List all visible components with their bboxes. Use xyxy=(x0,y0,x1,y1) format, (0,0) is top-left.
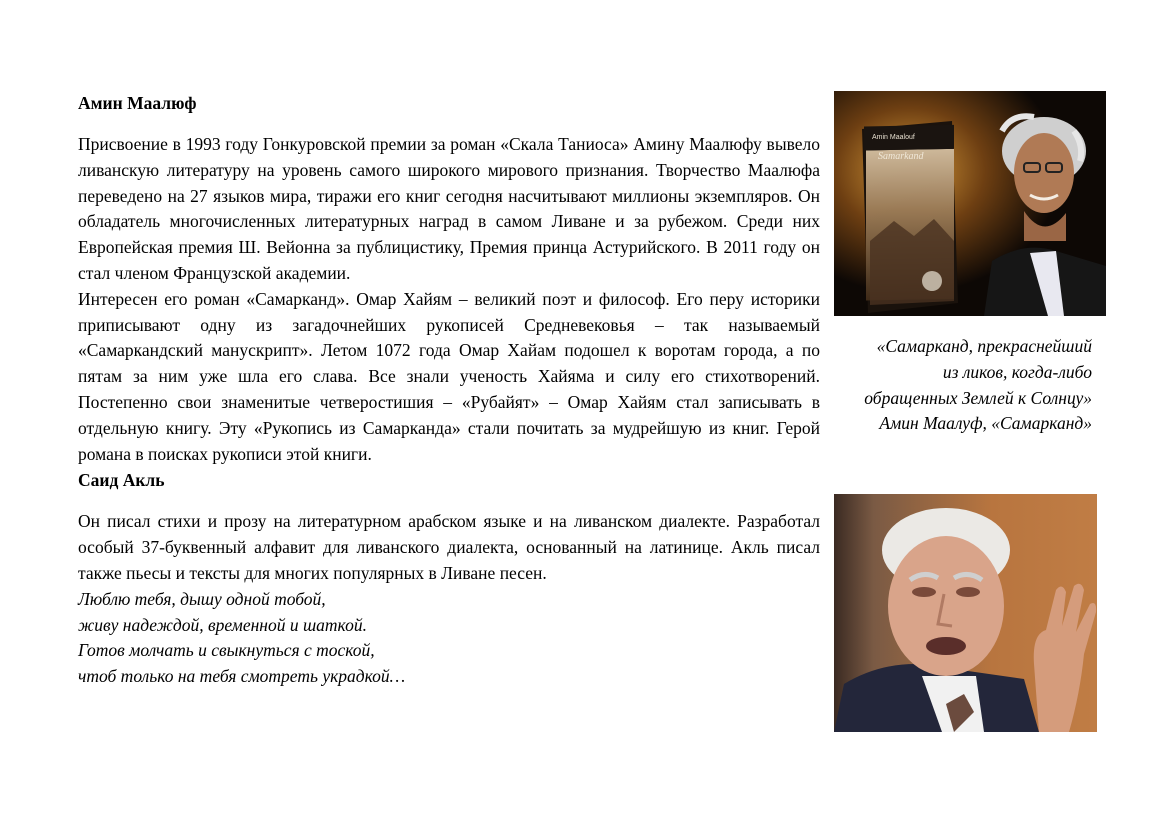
paragraph-maalouf-bio: Присвоение в 1993 году Гонкуровской премии за роман «Скала Таниоса» Амину Маалюфу вывело ливанскую литературу на уровень самого широкого мирового признания. Творчество Маалюфа переведено на 27 языков мира, тиражи его книг сегодня насчитывают миллионы экземпляров. Он обладатель многочисленных литературных наград в самом Ливане и за рубежом. Среди них Европейская премия Ш. Вейонна за публицистику, Премия принца Астурийского. В 2011 году он стал членом Французской академии. xyxy=(78,134,820,283)
poem-line: чтоб только на тебя смотреть украдкой… xyxy=(78,666,406,687)
quote-line: обращенных Землей к Солнцу» xyxy=(864,387,1092,408)
poem-line: живу надеждой, временной и шаткой. xyxy=(78,614,367,635)
quote-line: из ликов, когда-либо xyxy=(942,361,1092,382)
poem-line: Готов молчать и свыкнуться с тоской, xyxy=(78,640,375,661)
quote-line: «Самарканд, прекраснейший xyxy=(876,336,1092,356)
book-title-label: Samarkand xyxy=(878,151,924,162)
paragraph-samarkand: Интересен его роман «Самарканд». Омар Хайям – великий поэт и философ. Его перу историки приписывают одну из загадочнейших рукописей Средневековья – так называемый «Самаркандский манускрипт». Летом 1072 года Омар Хайам подошел к воротам города, а по пятам за ним уже шла его слава. Все знали ученость Хайяма и силу его стихотворений. Постепенно свои знаменитые четверостишия – «Рубайят» – Омар Хайям стал записывать в отдельную книгу. Эту «Рукопись из Самарканда» стали почитать за мудрейшую из книг. Герой романа в поисках рукописи этой книги. xyxy=(78,288,820,464)
poem xyxy=(78,587,820,690)
samarkand-quote xyxy=(830,334,1092,437)
heading-akl: Саид Акль xyxy=(78,470,165,491)
book-author-label: Amin Maalouf xyxy=(872,134,915,141)
heading-maalouf: Амин Маалюф xyxy=(78,93,197,113)
main-text-column xyxy=(78,92,820,690)
akl-photo xyxy=(834,494,1097,732)
poem-line: Люблю тебя, дышу одной тобой, xyxy=(78,588,326,609)
paragraph-akl-bio: Он писал стихи и прозу на литературном арабском языке и на ливанском диалекте. Разработал особый 37-буквенный алфавит для ливанского диалекта, основанный на латинице. Акль писал также пьесы и тексты для многих популярных в Ливане песен. xyxy=(78,511,820,583)
quote-attribution: Амин Маалуф, «Самарканд» xyxy=(879,413,1092,434)
maalouf-photo xyxy=(834,91,1106,316)
book-cover-icon xyxy=(862,121,958,313)
